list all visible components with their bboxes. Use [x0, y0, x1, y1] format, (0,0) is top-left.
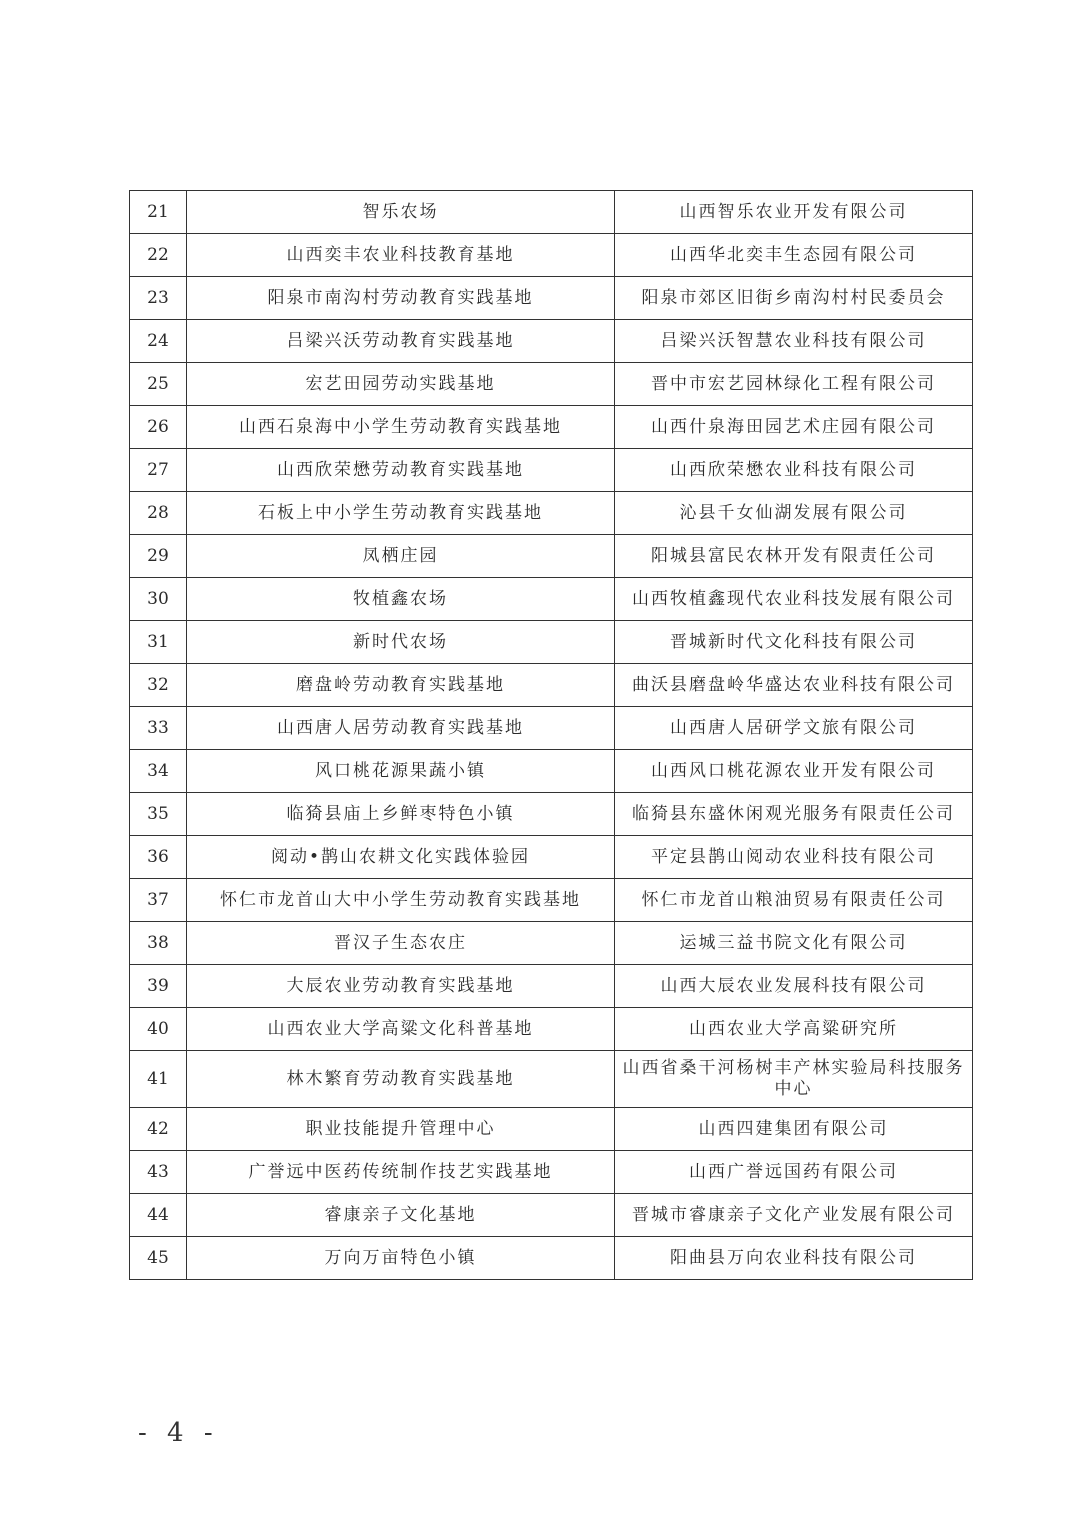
table-row — [130, 535, 973, 578]
row-number: 41 — [130, 1051, 187, 1108]
table-row — [130, 1151, 973, 1194]
row-number: 38 — [130, 922, 187, 965]
table-row — [130, 492, 973, 535]
base-name: 牧植鑫农场 — [187, 578, 615, 621]
base-name: 广誉远中医药传统制作技艺实践基地 — [187, 1151, 615, 1194]
table-row — [130, 191, 973, 234]
base-name: 宏艺田园劳动实践基地 — [187, 363, 615, 406]
base-name: 临猗县庙上乡鲜枣特色小镇 — [187, 793, 615, 836]
row-number: 32 — [130, 664, 187, 707]
row-number: 40 — [130, 1008, 187, 1051]
organization-name: 山西欣荣懋农业科技有限公司 — [615, 449, 973, 492]
table-row — [130, 1194, 973, 1237]
base-name: 凤栖庄园 — [187, 535, 615, 578]
row-number: 35 — [130, 793, 187, 836]
row-number: 37 — [130, 879, 187, 922]
base-name: 职业技能提升管理中心 — [187, 1108, 615, 1151]
row-number: 26 — [130, 406, 187, 449]
organization-name: 山西四建集团有限公司 — [615, 1108, 973, 1151]
table-row — [130, 922, 973, 965]
table-row — [130, 363, 973, 406]
table-row — [130, 621, 973, 664]
base-name: 新时代农场 — [187, 621, 615, 664]
base-name: 山西唐人居劳动教育实践基地 — [187, 707, 615, 750]
base-name: 怀仁市龙首山大中小学生劳动教育实践基地 — [187, 879, 615, 922]
row-number: 25 — [130, 363, 187, 406]
base-list-table — [129, 190, 973, 1280]
organization-name: 运城三益书院文化有限公司 — [615, 922, 973, 965]
base-name: 阳泉市南沟村劳动教育实践基地 — [187, 277, 615, 320]
table-row — [130, 320, 973, 363]
base-name: 林木繁育劳动教育实践基地 — [187, 1051, 615, 1108]
organization-name: 山西大辰农业发展科技有限公司 — [615, 965, 973, 1008]
row-number: 34 — [130, 750, 187, 793]
row-number: 22 — [130, 234, 187, 277]
organization-name: 山西风口桃花源农业开发有限公司 — [615, 750, 973, 793]
organization-name: 山西省桑干河杨树丰产林实验局科技服务中心 — [615, 1051, 973, 1108]
row-number: 45 — [130, 1237, 187, 1280]
organization-name: 临猗县东盛休闲观光服务有限责任公司 — [615, 793, 973, 836]
row-number: 31 — [130, 621, 187, 664]
organization-name: 晋城市睿康亲子文化产业发展有限公司 — [615, 1194, 973, 1237]
base-name: 大辰农业劳动教育实践基地 — [187, 965, 615, 1008]
organization-name: 山西华北奕丰生态园有限公司 — [615, 234, 973, 277]
organization-name: 阳城县富民农林开发有限责任公司 — [615, 535, 973, 578]
row-number: 23 — [130, 277, 187, 320]
row-number: 28 — [130, 492, 187, 535]
table-row — [130, 836, 973, 879]
organization-name: 沁县千女仙湖发展有限公司 — [615, 492, 973, 535]
organization-name: 山西广誉远国药有限公司 — [615, 1151, 973, 1194]
row-number: 36 — [130, 836, 187, 879]
table-row — [130, 406, 973, 449]
table-row — [130, 664, 973, 707]
organization-name: 山西智乐农业开发有限公司 — [615, 191, 973, 234]
table-row — [130, 578, 973, 621]
organization-name: 晋城新时代文化科技有限公司 — [615, 621, 973, 664]
table-row — [130, 234, 973, 277]
base-name: 万向万亩特色小镇 — [187, 1237, 615, 1280]
row-number: 42 — [130, 1108, 187, 1151]
row-number: 33 — [130, 707, 187, 750]
row-number: 44 — [130, 1194, 187, 1237]
organization-name: 平定县鹊山阅动农业科技有限公司 — [615, 836, 973, 879]
base-name: 山西农业大学高粱文化科普基地 — [187, 1008, 615, 1051]
table-row — [130, 1051, 973, 1108]
table-row — [130, 750, 973, 793]
table-row — [130, 1008, 973, 1051]
row-number: 24 — [130, 320, 187, 363]
base-name: 石板上中小学生劳动教育实践基地 — [187, 492, 615, 535]
organization-name: 山西农业大学高粱研究所 — [615, 1008, 973, 1051]
base-name: 山西奕丰农业科技教育基地 — [187, 234, 615, 277]
table-row — [130, 879, 973, 922]
row-number: 39 — [130, 965, 187, 1008]
table-body — [130, 191, 973, 1280]
row-number: 30 — [130, 578, 187, 621]
table-row — [130, 707, 973, 750]
base-name: 吕梁兴沃劳动教育实践基地 — [187, 320, 615, 363]
base-name: 睿康亲子文化基地 — [187, 1194, 615, 1237]
table-row — [130, 1237, 973, 1280]
base-name: 智乐农场 — [187, 191, 615, 234]
organization-name: 阳泉市郊区旧街乡南沟村村民委员会 — [615, 277, 973, 320]
base-name: 山西欣荣懋劳动教育实践基地 — [187, 449, 615, 492]
row-number: 29 — [130, 535, 187, 578]
organization-name: 山西唐人居研学文旅有限公司 — [615, 707, 973, 750]
table-row — [130, 449, 973, 492]
base-name: 阅动•鹊山农耕文化实践体验园 — [187, 836, 615, 879]
organization-name: 怀仁市龙首山粮油贸易有限责任公司 — [615, 879, 973, 922]
row-number: 27 — [130, 449, 187, 492]
row-number: 21 — [130, 191, 187, 234]
table-row — [130, 1108, 973, 1151]
row-number: 43 — [130, 1151, 187, 1194]
table-row — [130, 793, 973, 836]
organization-name: 晋中市宏艺园林绿化工程有限公司 — [615, 363, 973, 406]
base-name: 晋汉子生态农庄 — [187, 922, 615, 965]
base-name: 磨盘岭劳动教育实践基地 — [187, 664, 615, 707]
page-number: - 4 - — [138, 1418, 219, 1448]
table-row — [130, 277, 973, 320]
organization-name: 山西牧植鑫现代农业科技发展有限公司 — [615, 578, 973, 621]
organization-name: 山西什泉海田园艺术庄园有限公司 — [615, 406, 973, 449]
organization-name: 曲沃县磨盘岭华盛达农业科技有限公司 — [615, 664, 973, 707]
base-name: 山西石泉海中小学生劳动教育实践基地 — [187, 406, 615, 449]
organization-name: 阳曲县万向农业科技有限公司 — [615, 1237, 973, 1280]
table-row — [130, 965, 973, 1008]
organization-name: 吕梁兴沃智慧农业科技有限公司 — [615, 320, 973, 363]
base-name: 风口桃花源果蔬小镇 — [187, 750, 615, 793]
